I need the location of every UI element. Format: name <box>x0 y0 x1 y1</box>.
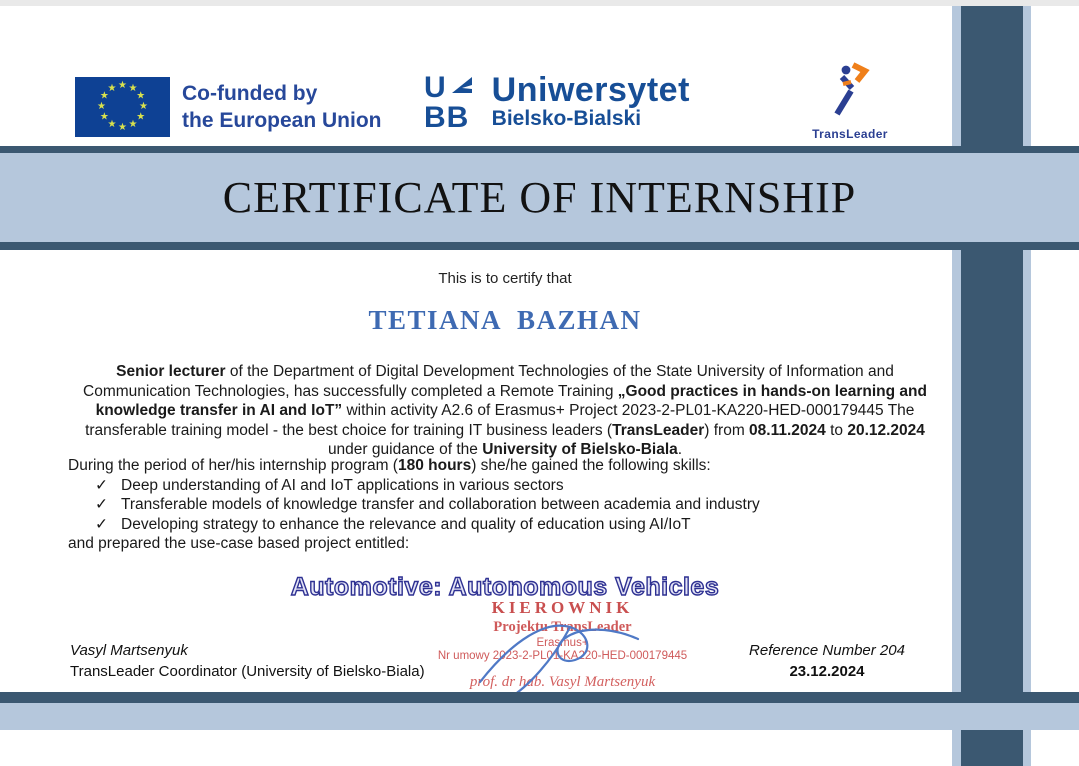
eu-star-icon: ★ <box>97 101 106 112</box>
page-top-edge <box>0 0 1079 6</box>
eu-star-icon: ★ <box>118 80 127 91</box>
ribbon-vertical-dark <box>961 6 1023 766</box>
reference-number: Reference Number 204 <box>749 642 905 659</box>
eu-star-icon: ★ <box>99 111 109 123</box>
check-icon: ✓ <box>95 515 108 533</box>
check-icon: ✓ <box>95 476 108 494</box>
reference-block <box>738 641 916 682</box>
eu-flag-icon <box>75 77 170 137</box>
eu-star-icon: ★ <box>139 101 148 112</box>
university-logo <box>424 73 690 133</box>
eu-star-icon: ★ <box>128 82 138 94</box>
skill-item-text: Developing strategy to enhance the relevance and quality of education using AI/IoT <box>121 515 691 533</box>
transleader-label: TransLeader <box>812 127 888 141</box>
skill-item-text: Transferable models of knowledge transfer and collaboration between academia and industry <box>121 496 760 513</box>
stamp-signatory: prof. dr hab. Vasyl Martsenyuk <box>469 674 656 690</box>
university-name-line1: Uniwersytet <box>491 71 690 109</box>
eu-cofunded-label <box>182 80 382 134</box>
certify-line: This is to certify that <box>438 270 572 287</box>
project-title: Automotive: Autonomous Vehicles <box>290 573 720 601</box>
university-wordmark <box>492 73 690 131</box>
skill-item-text: Deep understanding of AI and IoT applications in various sectors <box>121 476 564 494</box>
signature-scribble <box>468 610 673 702</box>
university-name-line2: Bielsko-Bialski <box>491 107 642 130</box>
skill-item <box>68 515 948 534</box>
stamp-agreement-number: Nr umowy 2023-2-PL01-KA220-HED-000179445 <box>437 650 688 662</box>
stamp-project: Projektu TransLeader <box>493 619 632 635</box>
ubb-monogram-bb: BB <box>424 101 470 134</box>
eu-cofunded-line1: Co-funded by <box>182 82 318 105</box>
issue-date: 23.12.2024 <box>789 663 865 680</box>
eu-star-icon: ★ <box>107 119 117 131</box>
transleader-logo <box>800 62 900 141</box>
ubb-monogram-u: U <box>424 71 447 104</box>
ubb-monogram <box>424 73 474 133</box>
certificate-title: CERTIFICATE OF INTERNSHIP <box>222 173 857 222</box>
eu-star-icon: ★ <box>136 111 146 123</box>
skills-section <box>68 456 948 553</box>
title-banner <box>0 146 1079 250</box>
eu-star-icon: ★ <box>118 122 127 133</box>
eu-star-icon: ★ <box>99 90 109 102</box>
check-icon: ✓ <box>95 496 108 513</box>
skills-outro: and prepared the use-case based project entitled: <box>68 534 410 552</box>
eu-star-icon: ★ <box>128 119 138 131</box>
skill-item <box>68 476 948 495</box>
coordinator-role: TransLeader Coordinator (University of Bielsko-Biala) <box>70 663 425 680</box>
bottom-bar-light <box>0 703 1079 730</box>
stamp-program: Erasmus+ <box>536 637 589 649</box>
eu-cofunded-line2: the European Union <box>182 109 382 132</box>
stamp-role: KIEROWNIK <box>491 598 634 617</box>
skills-intro: During the period of her/his internship program (180 hours) she/he gained the following skills: <box>68 457 711 474</box>
eu-star-icon: ★ <box>107 82 117 94</box>
bottom-bar-dark <box>0 692 1079 703</box>
skill-item <box>68 495 948 514</box>
coordinator-name: Vasyl Martsenyuk <box>70 642 188 659</box>
description-paragraph: Senior lecturer of the Department of Digital Development Technologies of the State University of Information and Communication Technologies, has successfully completed a Remote Training „Good practices in hands-on learning and knowledge transfer in AI and IoT” within activity A2.6 of Erasmus+ Project 2023-2-PL01-KA220-HED-000179445 The transferable training model - the best choice for training IT business leaders (TransLeader) from 08.11.2024 to 20.12.2024 under guidance of the University of Bielsko-Biala. <box>83 363 927 458</box>
coordinator-block <box>70 641 425 682</box>
eu-star-icon: ★ <box>136 90 146 102</box>
recipient-name: TETIANA BAZHAN <box>368 305 642 335</box>
ubb-bird-icon <box>450 73 474 97</box>
transleader-runner-icon <box>827 62 873 120</box>
